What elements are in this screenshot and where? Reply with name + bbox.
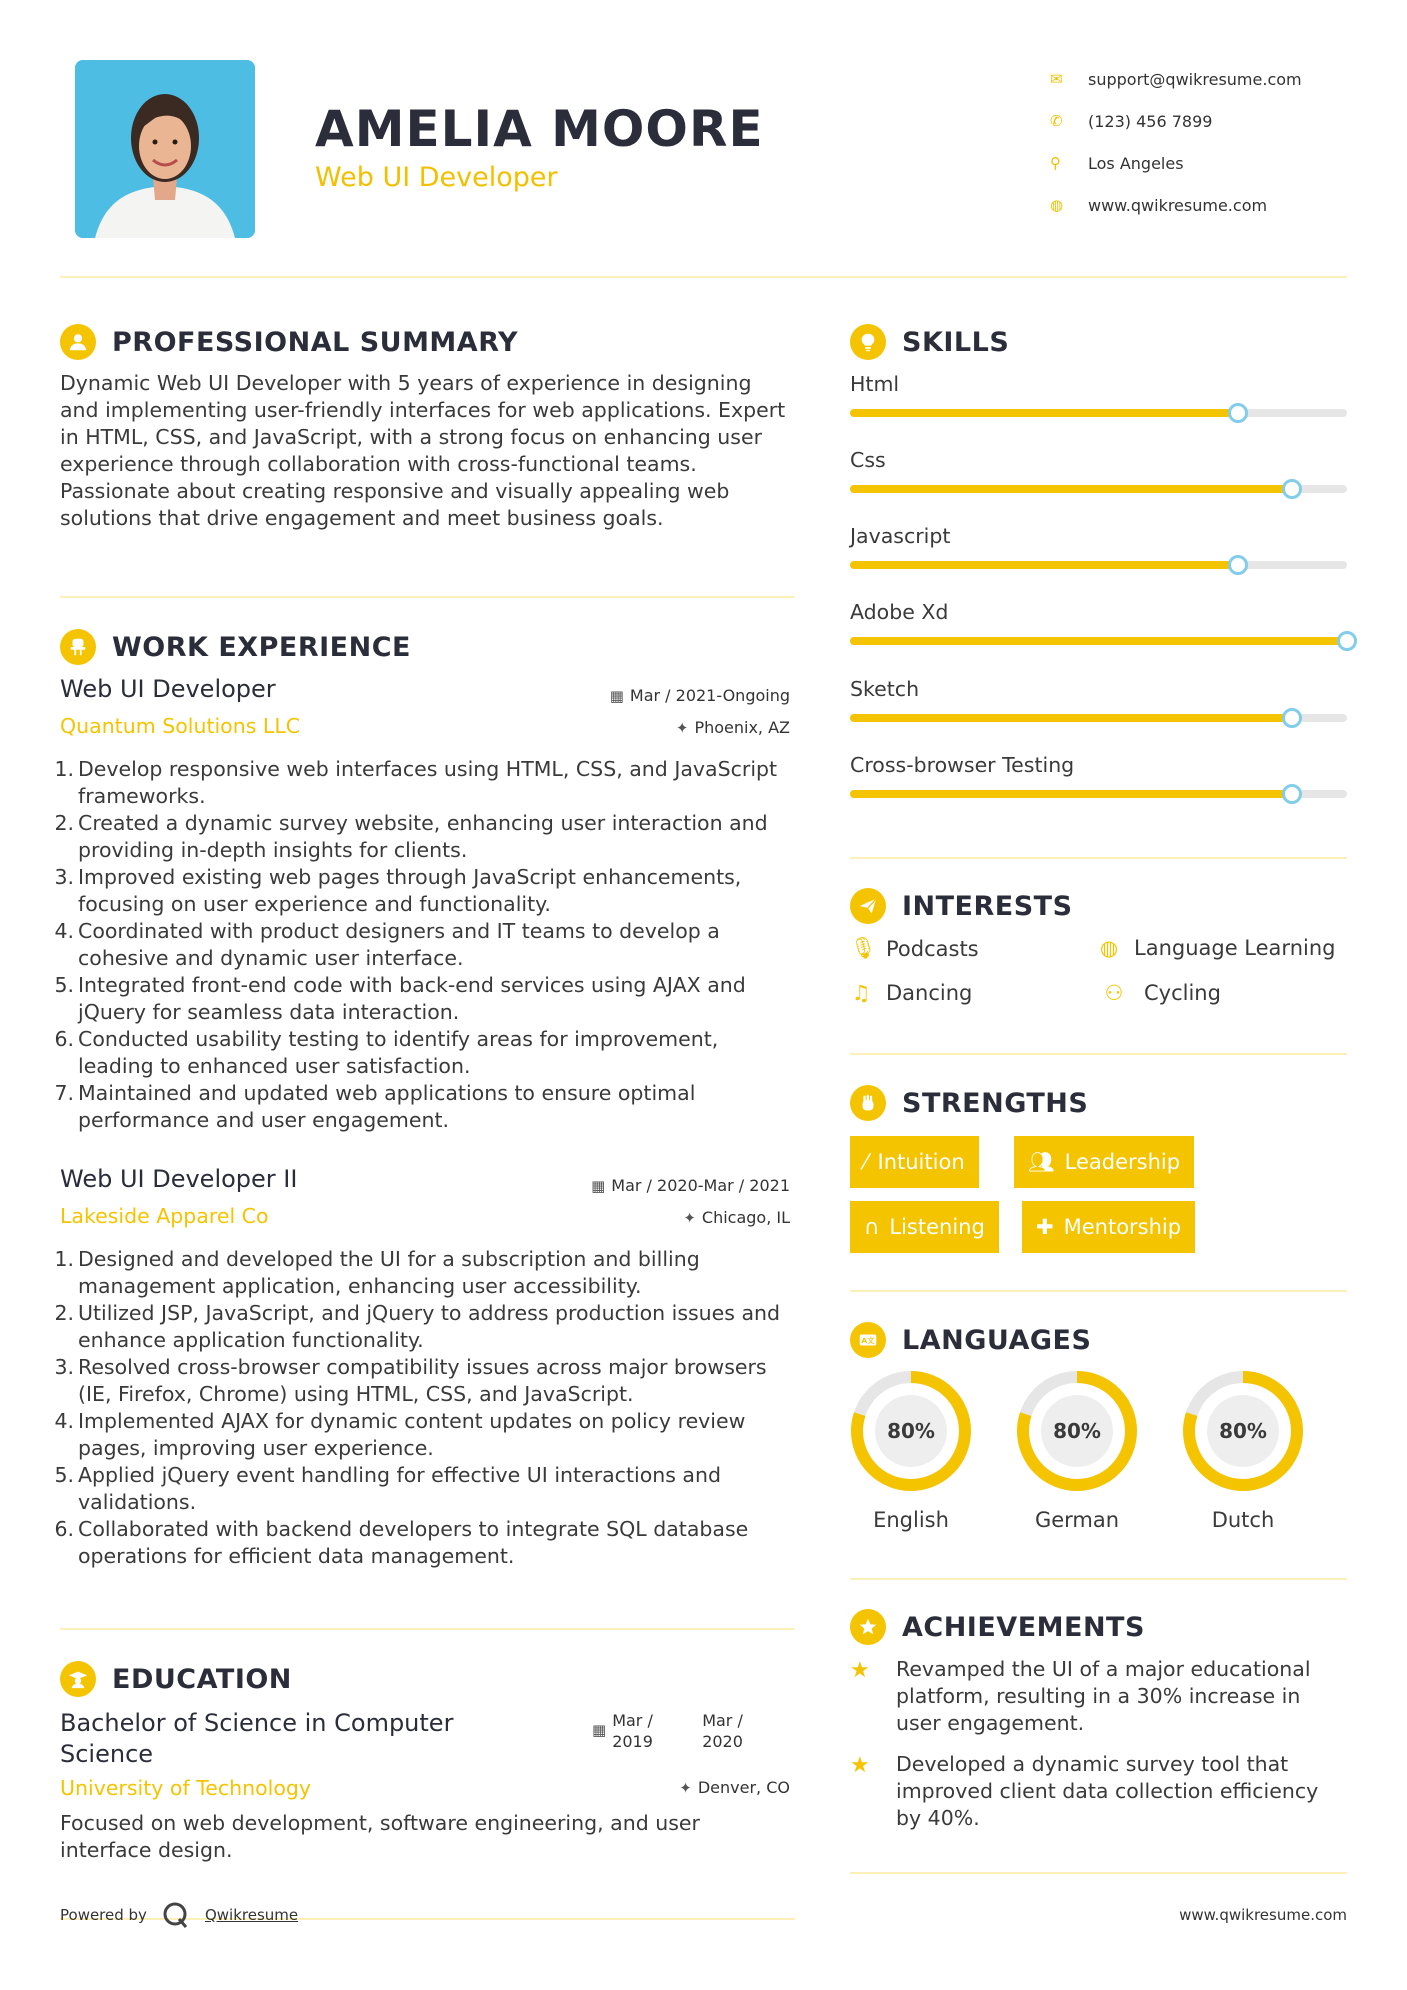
job-title: Web UI Developer II	[60, 1165, 298, 1193]
skill-row: Javascript	[850, 524, 1350, 548]
job-company: Lakeside Apparel Co	[60, 1204, 269, 1228]
job-date: ▦ Mar / 2020-Mar / 2021	[591, 1176, 790, 1195]
svg-text:A文: A文	[861, 1336, 875, 1346]
list-item: 2. Created a dynamic survey website, enhancing user interaction and providing in-depth insights for clients.	[54, 811, 768, 862]
list-item: 1. Develop responsive web interfaces using HTML, CSS, and JavaScript frameworks.	[54, 757, 778, 808]
job-location: ✦ Phoenix, AZ	[675, 718, 790, 737]
degree-title: Bachelor of Science in Computer Science	[60, 1709, 454, 1768]
interest-item: ♫ Dancing	[851, 981, 973, 1005]
list-item: 3. Resolved cross-browser compatibility issues across major browsers (IE, Firefox, Chrome) using HTML, CSS, and JavaScript.	[54, 1355, 767, 1406]
language-ring	[1016, 1370, 1138, 1492]
interest-item: 🎙︎ Podcasts	[850, 936, 979, 961]
user-plus-icon: ✚	[1036, 1215, 1054, 1239]
list-item: 5. Applied jQuery event handling for effective UI interactions and validations.	[54, 1463, 721, 1514]
language-card-icon	[850, 1322, 886, 1358]
contact-list	[1050, 58, 1302, 226]
job-location: ✦ Chicago, IL	[683, 1208, 790, 1227]
calendar-icon: ▦	[592, 1721, 607, 1739]
calendar-icon: ▦	[609, 687, 624, 705]
footer-website[interactable]: www.qwikresume.com	[1179, 1906, 1347, 1924]
education-description: Focused on web development, software engineering, and user interface design.	[60, 1811, 700, 1862]
users-icon: 👥︎	[1028, 1149, 1055, 1174]
skill-bar	[850, 485, 1347, 493]
achievement-item: ★ Revamped the UI of a major educational platform, resulting in a 30% increase in user engagement.	[850, 1657, 1311, 1735]
skill-row: Html	[850, 372, 1350, 396]
list-item: 5. Integrated front-end code with back-end services using AJAX and jQuery for seamless data interaction.	[54, 973, 746, 1024]
achievement-item: ★ Developed a dynamic survey tool that improved client data collection efficiency by 40%.	[850, 1752, 1319, 1830]
skill-bar	[850, 561, 1347, 569]
skill-knob	[1282, 708, 1302, 728]
skill-row: Css	[850, 448, 1350, 472]
list-item: 2. Utilized JSP, JavaScript, and jQuery to address production issues and enhance application functionality.	[54, 1301, 781, 1352]
candidate-role: Web UI Developer	[315, 162, 558, 193]
contact-email[interactable]: ✉ support@qwikresume.com	[1050, 69, 1302, 89]
job-company: Quantum Solutions LLC	[60, 714, 301, 738]
language-item: 80% German	[1016, 1370, 1138, 1532]
star-icon: ★	[850, 1753, 870, 1778]
list-item: 7. Maintained and updated web applications to ensure optimal performance and user engagement.	[54, 1081, 696, 1132]
strengths-divider	[850, 1290, 1347, 1292]
star-icon: ★	[850, 1658, 870, 1683]
languages-divider	[850, 1578, 1347, 1580]
skill-bar	[850, 714, 1347, 722]
brand-link[interactable]: Qwikresume	[204, 1906, 299, 1924]
skill-bar	[850, 790, 1347, 798]
pin-icon: ✦	[675, 719, 689, 737]
skill-knob	[1282, 784, 1302, 804]
chair-icon	[60, 629, 96, 665]
languages-heading: A文 LANGUAGES	[850, 1322, 1091, 1358]
experience-divider	[60, 1628, 795, 1630]
summary-heading: PROFESSIONAL SUMMARY	[60, 324, 518, 360]
phone-icon: ✆	[1050, 112, 1063, 130]
footer-powered-by: Powered by Qwikresume	[60, 1900, 298, 1930]
hand-icon	[850, 1085, 886, 1121]
skill-knob	[1337, 631, 1357, 651]
music-icon: ♫	[851, 981, 871, 1005]
globe-icon: ◍	[1050, 196, 1064, 214]
profile-photo	[75, 60, 255, 238]
skill-bar	[850, 637, 1347, 645]
paper-plane-icon	[850, 888, 886, 924]
microphone-icon: 🎙︎	[850, 936, 877, 960]
magic-wand-icon: ⁄	[864, 1150, 868, 1174]
strength-chip: ✚ Mentorship	[1022, 1201, 1195, 1253]
strengths-heading: STRENGTHS	[850, 1085, 1088, 1121]
svg-text:80%: 80%	[1053, 1419, 1101, 1443]
job-date: ▦ Mar / 2021-Ongoing	[609, 686, 790, 705]
job-bullets	[54, 1246, 800, 1570]
header-divider	[60, 276, 1347, 278]
svg-text:80%: 80%	[887, 1419, 935, 1443]
summary-text: Dynamic Web UI Developer with 5 years of experience in designing and implementing user-friendly interfaces for web applications. Expert in HTML, CSS, and JavaScript, with a strong focus on enhancing user experience through collaboration with cross-functional teams. Passionate about creating responsive and visually appealing web solutions that drive engagement and meet business goals.	[60, 371, 786, 530]
contact-website[interactable]: ◍ www.qwikresume.com	[1050, 195, 1268, 215]
location-icon: ⚲	[1050, 154, 1061, 172]
strength-chip: ∩ Listening	[850, 1201, 999, 1253]
star-badge-icon	[850, 1609, 886, 1645]
summary-divider	[60, 596, 795, 598]
contact-phone[interactable]: ✆ (123) 456 7899	[1050, 111, 1213, 131]
education-location: ✦ Denver, CO	[679, 1778, 790, 1797]
language-item: 80% Dutch	[1182, 1370, 1304, 1532]
skill-knob	[1228, 555, 1248, 575]
graduate-icon	[60, 1661, 96, 1697]
strength-chip: ⁄ Intuition	[850, 1136, 979, 1188]
list-item: 1. Designed and developed the UI for a subscription and billing management application, enhancing user accessibility.	[54, 1247, 700, 1298]
skill-row: Cross-browser Testing	[850, 753, 1350, 777]
candidate-name: AMELIA MOORE	[315, 100, 764, 158]
headphones-icon: ∩	[864, 1215, 880, 1239]
strength-chip: 👥︎ Leadership	[1014, 1136, 1194, 1188]
skill-row: Adobe Xd	[850, 600, 1350, 624]
envelope-icon: ✉	[1050, 70, 1063, 88]
achievements-heading: ACHIEVEMENTS	[850, 1609, 1145, 1645]
job-title: Web UI Developer	[60, 675, 276, 703]
skill-row: Sketch	[850, 677, 1350, 701]
skills-divider	[850, 857, 1347, 859]
education-heading: EDUCATION	[60, 1661, 292, 1697]
lightbulb-icon	[850, 324, 886, 360]
experience-heading: WORK EXPERIENCE	[60, 629, 411, 665]
calendar-icon: ▦	[591, 1177, 606, 1195]
pin-icon: ✦	[683, 1209, 696, 1227]
language-item: 80% English	[850, 1370, 972, 1532]
list-item: 4. Implemented AJAX for dynamic content updates on policy review pages, improving user experience.	[54, 1409, 746, 1460]
interests-heading: INTERESTS	[850, 888, 1073, 924]
list-item: 6. Collaborated with backend developers to integrate SQL database operations for efficient data management.	[54, 1517, 749, 1568]
language-ring	[1182, 1370, 1304, 1492]
education-date: ▦ Mar / 2019 Mar / 2020	[592, 1711, 743, 1751]
contact-location: ⚲ Los Angeles	[1050, 153, 1184, 173]
list-item: 6. Conducted usability testing to identify areas for improvement, leading to enhanced user satisfaction.	[54, 1027, 719, 1078]
language-ring	[850, 1370, 972, 1492]
list-item: 3. Improved existing web pages through JavaScript enhancements, focusing on user experience and functionality.	[54, 865, 742, 916]
skill-bar	[850, 409, 1347, 417]
job-bullets	[54, 756, 800, 1134]
school-name: University of Technology	[60, 1776, 312, 1800]
interest-item: ◍ Language Learning	[1099, 936, 1336, 960]
bicycle-icon: ⚇	[1104, 981, 1124, 1005]
pin-icon: ✦	[679, 1779, 692, 1797]
skill-knob	[1228, 403, 1248, 423]
skill-knob	[1282, 479, 1302, 499]
user-icon	[60, 324, 96, 360]
interest-item: ⚇ Cycling	[1098, 981, 1221, 1005]
list-item: 4. Coordinated with product designers and IT teams to develop a cohesive and dynamic user interface.	[54, 919, 720, 970]
skills-heading: SKILLS	[850, 324, 1009, 360]
achievements-divider	[850, 1872, 1347, 1874]
interests-divider	[850, 1053, 1347, 1055]
globe-icon: ◍	[1099, 936, 1119, 960]
svg-text:80%: 80%	[1219, 1419, 1267, 1443]
qwikresume-logo-icon	[161, 1900, 191, 1930]
